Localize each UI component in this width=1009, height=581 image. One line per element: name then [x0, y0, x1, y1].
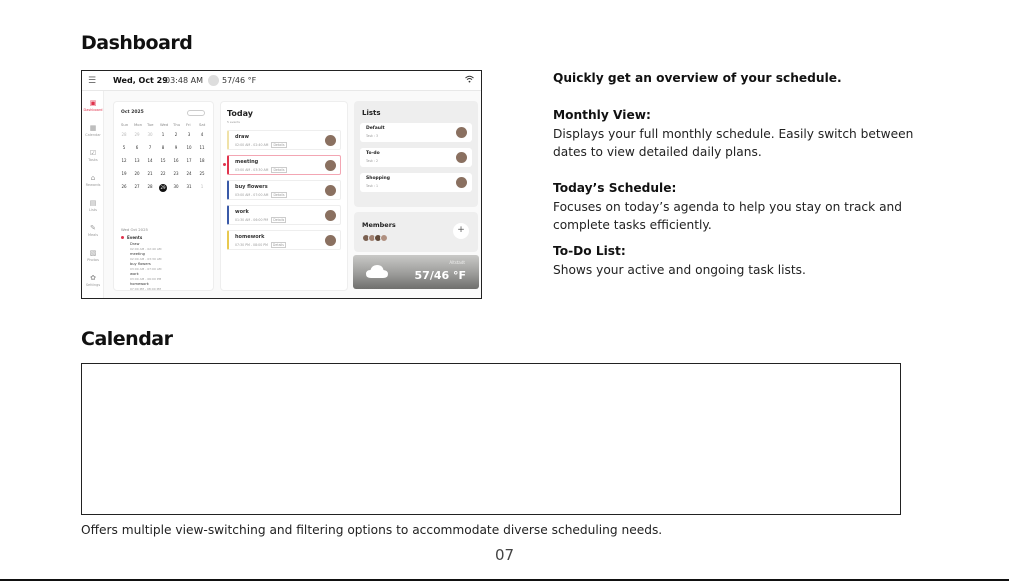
weekday-label: Sat [199, 122, 206, 127]
calendar-day[interactable]: 24 [186, 171, 192, 176]
calendar-day[interactable]: 8 [161, 145, 165, 150]
task-tag: Details [273, 218, 285, 222]
task-card[interactable] [227, 155, 341, 175]
calendar-day[interactable]: 14 [147, 158, 153, 163]
today-schedule-title: Today’s Schedule: [553, 181, 677, 195]
dashboard-screenshot [81, 70, 482, 299]
current-task-indicator [223, 163, 226, 166]
sidebar-item-photos[interactable] [82, 249, 104, 262]
weekday-label: Tue [147, 122, 154, 127]
mock-today-subtitle: 5 events [227, 120, 240, 124]
monthly-view-text: Displays your full monthly schedule. Easily switch between [553, 127, 914, 141]
sidebar-item-label: Photos [87, 258, 99, 262]
calendar-day[interactable]: 4 [200, 132, 204, 137]
calendar-day[interactable]: 20 [134, 171, 140, 176]
sidebar-item-label: Calendar [85, 133, 101, 137]
tasks-icon: ☑ [89, 149, 97, 157]
sidebar-item-lists[interactable] [82, 199, 104, 212]
calendar-day[interactable]: 9 [174, 145, 178, 150]
event-time: 02:00 AM - 02:40 AM [130, 246, 162, 251]
task-tag: Details [273, 143, 285, 147]
mock-topbar [82, 71, 481, 91]
avatar [325, 185, 336, 196]
mock-month-calendar [113, 101, 214, 291]
mock-lists-panel [354, 101, 478, 207]
calendar-day[interactable]: 25 [199, 171, 205, 176]
task-time [235, 218, 286, 222]
event-time: 03:00 AM - 07:00 AM [130, 266, 162, 271]
task-time-text: 02:00 AM - 02:40 AM [235, 143, 269, 147]
task-name: draw [235, 134, 250, 140]
dashboard-heading: Dashboard [81, 32, 193, 54]
list-card[interactable] [360, 173, 472, 192]
event-name: work [130, 272, 139, 276]
avatar [325, 135, 336, 146]
calendar-day[interactable]: 21 [147, 171, 153, 176]
today-schedule-text: complete tasks efficiently. [553, 218, 712, 232]
avatar [325, 210, 336, 221]
task-card[interactable] [227, 180, 341, 200]
calendar-day[interactable]: 29 [134, 132, 140, 137]
photos-icon: ▧ [89, 249, 97, 257]
avatar [456, 127, 467, 138]
weather-icon [208, 75, 219, 86]
sidebar-item-label: Meals [87, 233, 99, 237]
task-name: meeting [235, 159, 259, 165]
task-time-text: 03:00 AM - 03:30 AM [235, 168, 269, 172]
sidebar-item-settings[interactable] [82, 274, 104, 287]
sidebar-item-label: Lists [89, 208, 97, 212]
event-name: Draw [130, 242, 140, 246]
calendar-day[interactable]: 17 [186, 158, 192, 163]
mock-month-label: Oct 2025 [121, 110, 144, 115]
monthly-view-title: Monthly View: [553, 108, 651, 122]
sidebar-item-dashboard[interactable] [82, 99, 104, 112]
sidebar-item-label: Settings [85, 283, 101, 287]
calendar-day[interactable]: 3 [187, 132, 191, 137]
avatar [325, 235, 336, 246]
calendar-day[interactable]: 6 [135, 145, 139, 150]
calendar-day[interactable]: 13 [134, 158, 140, 163]
mock-date: Wed, Oct 29 [113, 76, 168, 85]
menu-icon[interactable]: ☰ [88, 76, 97, 86]
dashboard-icon: ▣ [89, 99, 97, 107]
calendar-day[interactable]: 28 [147, 184, 153, 189]
event-item[interactable] [130, 262, 161, 271]
task-card[interactable] [227, 130, 341, 150]
list-name: Shopping [366, 176, 390, 181]
list-count: Task : 3 [366, 134, 379, 138]
calendar-heading: Calendar [81, 328, 173, 350]
event-time: 03:00 AM - 06:00 PM [130, 276, 162, 281]
weather-city: Altstadt [449, 260, 465, 265]
event-time: 02:00 AM - 03:30 AM [130, 256, 162, 261]
task-time [235, 243, 286, 247]
mock-events-title: Events [121, 235, 142, 240]
list-count: Task : 1 [366, 184, 379, 188]
rewards-icon: ⌂ [90, 174, 96, 182]
todo-list-title: To-Do List: [553, 244, 626, 258]
avatar [456, 152, 467, 163]
list-name: To-do [366, 151, 380, 156]
calendar-day[interactable]: 30 [147, 132, 153, 137]
cloud-icon [365, 263, 389, 279]
list-card[interactable] [360, 148, 472, 167]
task-time [235, 143, 287, 147]
sidebar-item-label: Dashboard [83, 108, 103, 112]
sidebar-item-meals[interactable] [82, 224, 104, 237]
calendar-day[interactable]: 28 [121, 132, 127, 137]
page-number: 07 [494, 546, 515, 564]
mock-time: 03:48 AM [165, 76, 203, 85]
calendar-day[interactable]: 7 [148, 145, 152, 150]
list-card[interactable] [360, 123, 472, 142]
calendar-day[interactable]: 29 [160, 185, 166, 190]
calendar-screenshot-frame [81, 363, 901, 515]
event-name: homework [130, 282, 149, 286]
weekday-label: Mon [134, 122, 143, 127]
mock-lists-title: Lists [362, 109, 381, 117]
overview-lead: Quickly get an overview of your schedule. [553, 71, 842, 85]
mock-today-panel [220, 101, 348, 291]
task-card[interactable] [227, 230, 341, 250]
event-item[interactable] [130, 252, 161, 261]
event-item[interactable] [130, 272, 161, 281]
calendar-day[interactable]: 26 [121, 184, 127, 189]
task-time-text: 01:30 AM - 06:00 PM [235, 218, 269, 222]
calendar-day[interactable]: 16 [173, 158, 179, 163]
settings-icon: ✿ [90, 274, 96, 282]
event-name: buy flowers [130, 262, 151, 266]
calendar-day[interactable]: 10 [186, 145, 192, 150]
month-nav-buttons[interactable] [187, 110, 205, 116]
task-tag: Details [273, 168, 285, 172]
calendar-day[interactable]: 30 [173, 184, 179, 189]
list-count: Task : 2 [366, 159, 379, 163]
task-tag: Details [273, 193, 285, 197]
calendar-day[interactable]: 2 [174, 132, 178, 137]
task-tag: Details [272, 243, 284, 247]
mock-today-title: Today [227, 109, 253, 118]
today-schedule-text: Focuses on today’s agenda to help you stay on track and [553, 200, 902, 214]
task-name: buy flowers [235, 184, 268, 190]
event-name: meeting [130, 252, 145, 256]
todo-list-text: Shows your active and ongoing task lists. [553, 263, 806, 277]
calendar-day[interactable]: 23 [173, 171, 179, 176]
mock-members-title: Members [362, 221, 396, 229]
calendar-caption: Offers multiple view-switching and filtering options to accommodate diverse scheduling needs. [81, 523, 663, 537]
task-time-text: 07:30 PM - 08:00 PM [235, 243, 268, 247]
weekday-label: Thu [173, 122, 181, 127]
mock-temp: 57/46 °F [222, 76, 257, 85]
calendar-day[interactable]: 5 [122, 145, 126, 150]
calendar-icon: ▦ [89, 124, 97, 132]
event-time: 07:00 PM - 08:00 PM [130, 286, 161, 291]
task-time-text: 03:00 AM - 07:00 AM [235, 193, 269, 197]
sidebar-item-label: Rewards [85, 183, 101, 187]
avatar [456, 177, 467, 188]
calendar-day[interactable]: 1 [161, 132, 165, 137]
sidebar-item-rewards[interactable] [82, 174, 104, 187]
monthly-view-text: dates to view detailed daily plans. [553, 145, 762, 159]
add-member-button[interactable]: + [453, 223, 469, 239]
mock-weather-card [353, 255, 479, 289]
task-time [235, 168, 287, 172]
calendar-day[interactable]: 12 [121, 158, 127, 163]
mock-sidebar [82, 91, 104, 299]
list-name: Default [366, 126, 385, 131]
avatar [325, 160, 336, 171]
calendar-day[interactable]: 18 [199, 158, 205, 163]
calendar-day[interactable]: 15 [160, 158, 166, 163]
calendar-day[interactable]: 27 [134, 184, 140, 189]
event-item[interactable] [130, 282, 161, 291]
sidebar-item-calendar[interactable] [82, 124, 104, 137]
avatar [380, 234, 388, 242]
weekday-label: Wed [160, 122, 169, 127]
sidebar-item-label: Tasks [88, 158, 98, 162]
wifi-icon [465, 75, 474, 83]
meals-icon: ✎ [90, 224, 96, 232]
mock-events-date: Wed Oct 2025 [121, 227, 148, 232]
weather-temp: 57/46 °F [414, 269, 466, 282]
task-time [235, 193, 287, 197]
calendar-day[interactable]: 1 [200, 184, 204, 189]
calendar-day[interactable]: 31 [186, 184, 192, 189]
event-item[interactable] [130, 242, 161, 251]
task-card[interactable] [227, 205, 341, 225]
calendar-day[interactable]: 19 [121, 171, 127, 176]
lists-icon: ▤ [89, 199, 97, 207]
task-name: work [235, 209, 249, 215]
sidebar-item-tasks[interactable] [82, 149, 104, 162]
mock-members-panel [354, 212, 478, 252]
task-name: homework [235, 234, 265, 240]
calendar-day[interactable]: 11 [199, 145, 205, 150]
weekday-label: Fri [186, 122, 191, 127]
calendar-day[interactable]: 22 [160, 171, 166, 176]
weekday-label: Sun [121, 122, 129, 127]
